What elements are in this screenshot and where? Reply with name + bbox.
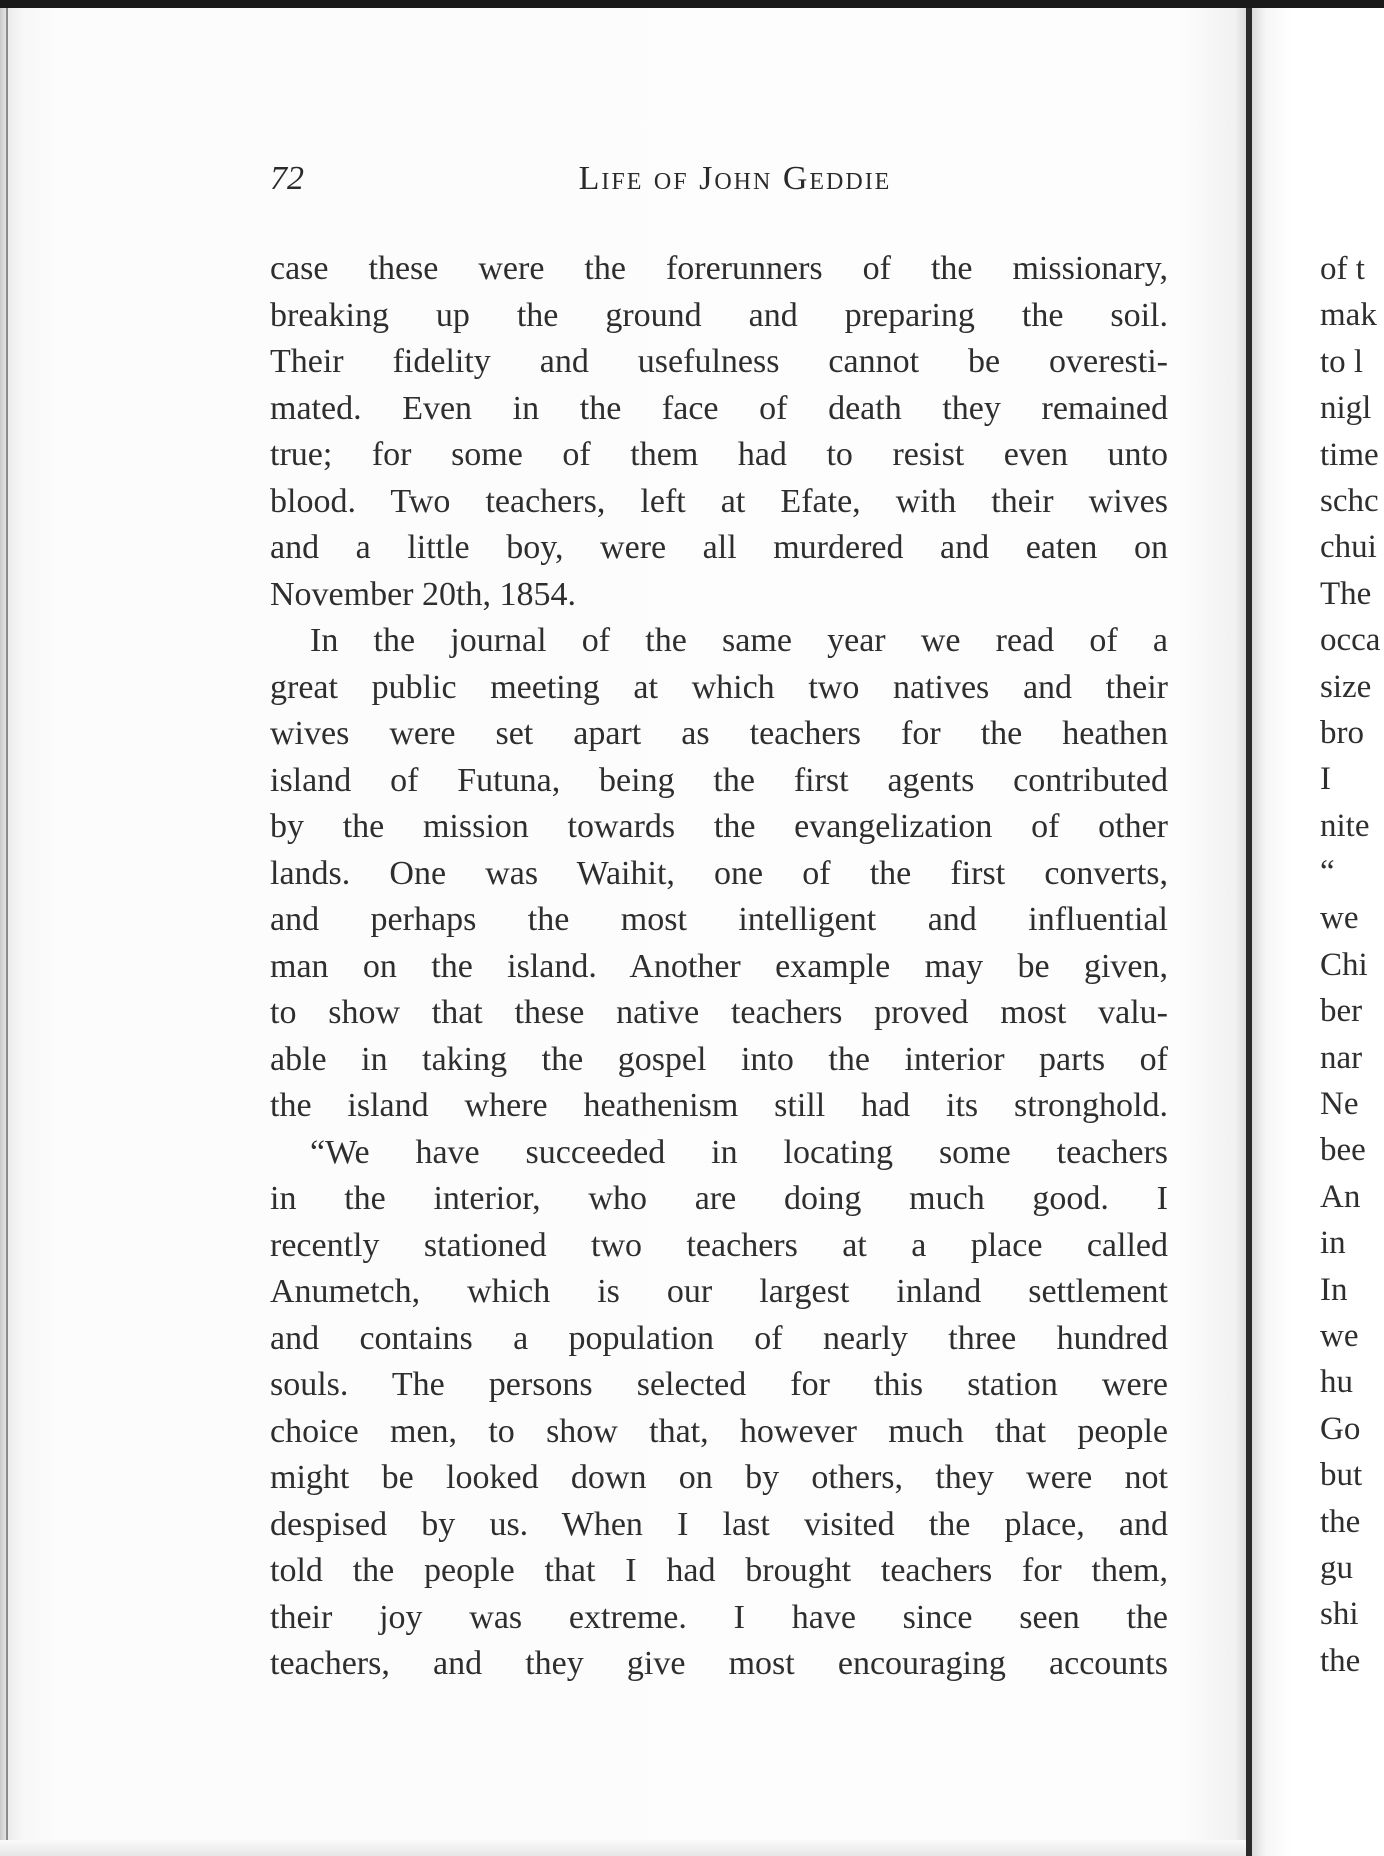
right-page-line-fragment: Chi: [1320, 946, 1368, 983]
text-line: souls. The persons selected for this station were: [270, 1366, 1168, 1403]
text-line: man on the island. Another example may be given,: [270, 947, 1168, 985]
text-line: and contains a population of nearly three hundred: [270, 1319, 1168, 1357]
text-line: despised by us. When I last visited the place, and: [270, 1505, 1168, 1543]
page-number: 72: [270, 160, 304, 197]
right-page-line-fragment: we: [1320, 1317, 1359, 1354]
right-page: [1252, 8, 1384, 1856]
right-page-line-fragment: in: [1320, 1225, 1346, 1262]
right-page-line-fragment: the: [1320, 1503, 1361, 1540]
text-line: mated. Even in the face of death they remained: [270, 389, 1168, 427]
right-page-line-fragment: gu: [1320, 1549, 1353, 1586]
page-bottom-shadow: [0, 1840, 1246, 1856]
text-line: teachers, and they give most encouraging accounts: [270, 1645, 1168, 1682]
text-line: wives were set apart as teachers for the heathen: [270, 715, 1168, 752]
text-line: breaking up the ground and preparing the soil.: [270, 296, 1168, 334]
body-text: [270, 246, 1168, 1688]
text-line: true; for some of them had to resist even unto: [270, 436, 1168, 473]
right-page-line-fragment: bro: [1320, 714, 1364, 751]
text-line: case these were the forerunners of the missionary,: [270, 250, 1168, 287]
text-line: in the interior, who are doing much good. I: [270, 1180, 1168, 1217]
text-line: to show that these native teachers proved most valu-: [270, 994, 1168, 1031]
right-page-line-fragment: of t: [1320, 251, 1365, 287]
left-page-edge: [6, 8, 8, 1856]
text-line: and a little boy, were all murdered and eaten on: [270, 529, 1168, 566]
right-page-line-fragment: the: [1320, 1642, 1361, 1679]
right-page-line-fragment: occa: [1320, 622, 1381, 659]
text-line: the island where heathenism still had its stronghold.: [270, 1087, 1168, 1124]
text-line: island of Futuna, being the first agents contributed: [270, 761, 1168, 799]
text-line: their joy was extreme. I have since seen the: [270, 1598, 1168, 1636]
text-line: might be looked down on by others, they were not: [270, 1459, 1168, 1496]
scan-top-edge: [0, 0, 1384, 8]
text-line: “We have succeeded in locating some teachers: [310, 1133, 1168, 1171]
text-line: Anumetch, which is our largest inland settlement: [270, 1273, 1168, 1310]
text-line: by the mission towards the evangelization of other: [270, 808, 1168, 845]
running-head: Life of John Geddie: [578, 160, 892, 197]
text-line: Their fidelity and usefulness cannot be overesti-: [270, 343, 1168, 380]
right-page-line-fragment: In: [1320, 1271, 1348, 1308]
right-page-line-fragment: nite: [1320, 807, 1370, 844]
text-line: In the journal of the same year we read of a: [310, 622, 1168, 659]
text-line: great public meeting at which two natives and their: [270, 668, 1168, 706]
right-page-line-fragment: to l: [1320, 343, 1364, 380]
right-page-line-fragment: time: [1320, 436, 1379, 473]
right-page-line-fragment: The: [1320, 575, 1372, 612]
right-page-line-fragment: hu: [1320, 1364, 1353, 1401]
right-page-line-fragment: I: [1320, 761, 1331, 798]
right-page-line-fragment: “: [1320, 854, 1335, 891]
right-page-text: [1320, 246, 1380, 1684]
right-page-line-fragment: Ne: [1320, 1086, 1359, 1123]
text-line: choice men, to show that, however much that people: [270, 1412, 1168, 1450]
right-page-line-fragment: ber: [1320, 993, 1363, 1030]
right-page-line-fragment: nar: [1320, 1039, 1363, 1076]
text-line: blood. Two teachers, left at Efate, with their wives: [270, 482, 1168, 520]
right-page-line-fragment: mak: [1320, 297, 1377, 334]
right-page-line-fragment: shi: [1320, 1596, 1359, 1633]
right-page-line-fragment: but: [1320, 1457, 1363, 1494]
text-line: told the people that I had brought teachers for them,: [270, 1552, 1168, 1589]
text-line: able in taking the gospel into the interior parts of: [270, 1040, 1168, 1078]
right-page-line-fragment: schc: [1320, 482, 1379, 519]
right-page-line-fragment: An: [1320, 1178, 1361, 1215]
right-page-line-fragment: chui: [1320, 529, 1377, 566]
page-header: [270, 160, 1168, 204]
text-line: lands. One was Waihit, one of the first converts,: [270, 854, 1168, 892]
right-page-line-fragment: nigl: [1320, 390, 1372, 427]
text-line: recently stationed two teachers at a place called: [270, 1226, 1168, 1264]
text-line: and perhaps the most intelligent and influential: [270, 901, 1168, 938]
right-page-line-fragment: bee: [1320, 1132, 1366, 1169]
right-page-line-fragment: Go: [1320, 1410, 1361, 1447]
right-page-line-fragment: we: [1320, 900, 1359, 937]
right-page-line-fragment: size: [1320, 668, 1372, 705]
text-line: November 20th, 1854.: [270, 575, 576, 613]
